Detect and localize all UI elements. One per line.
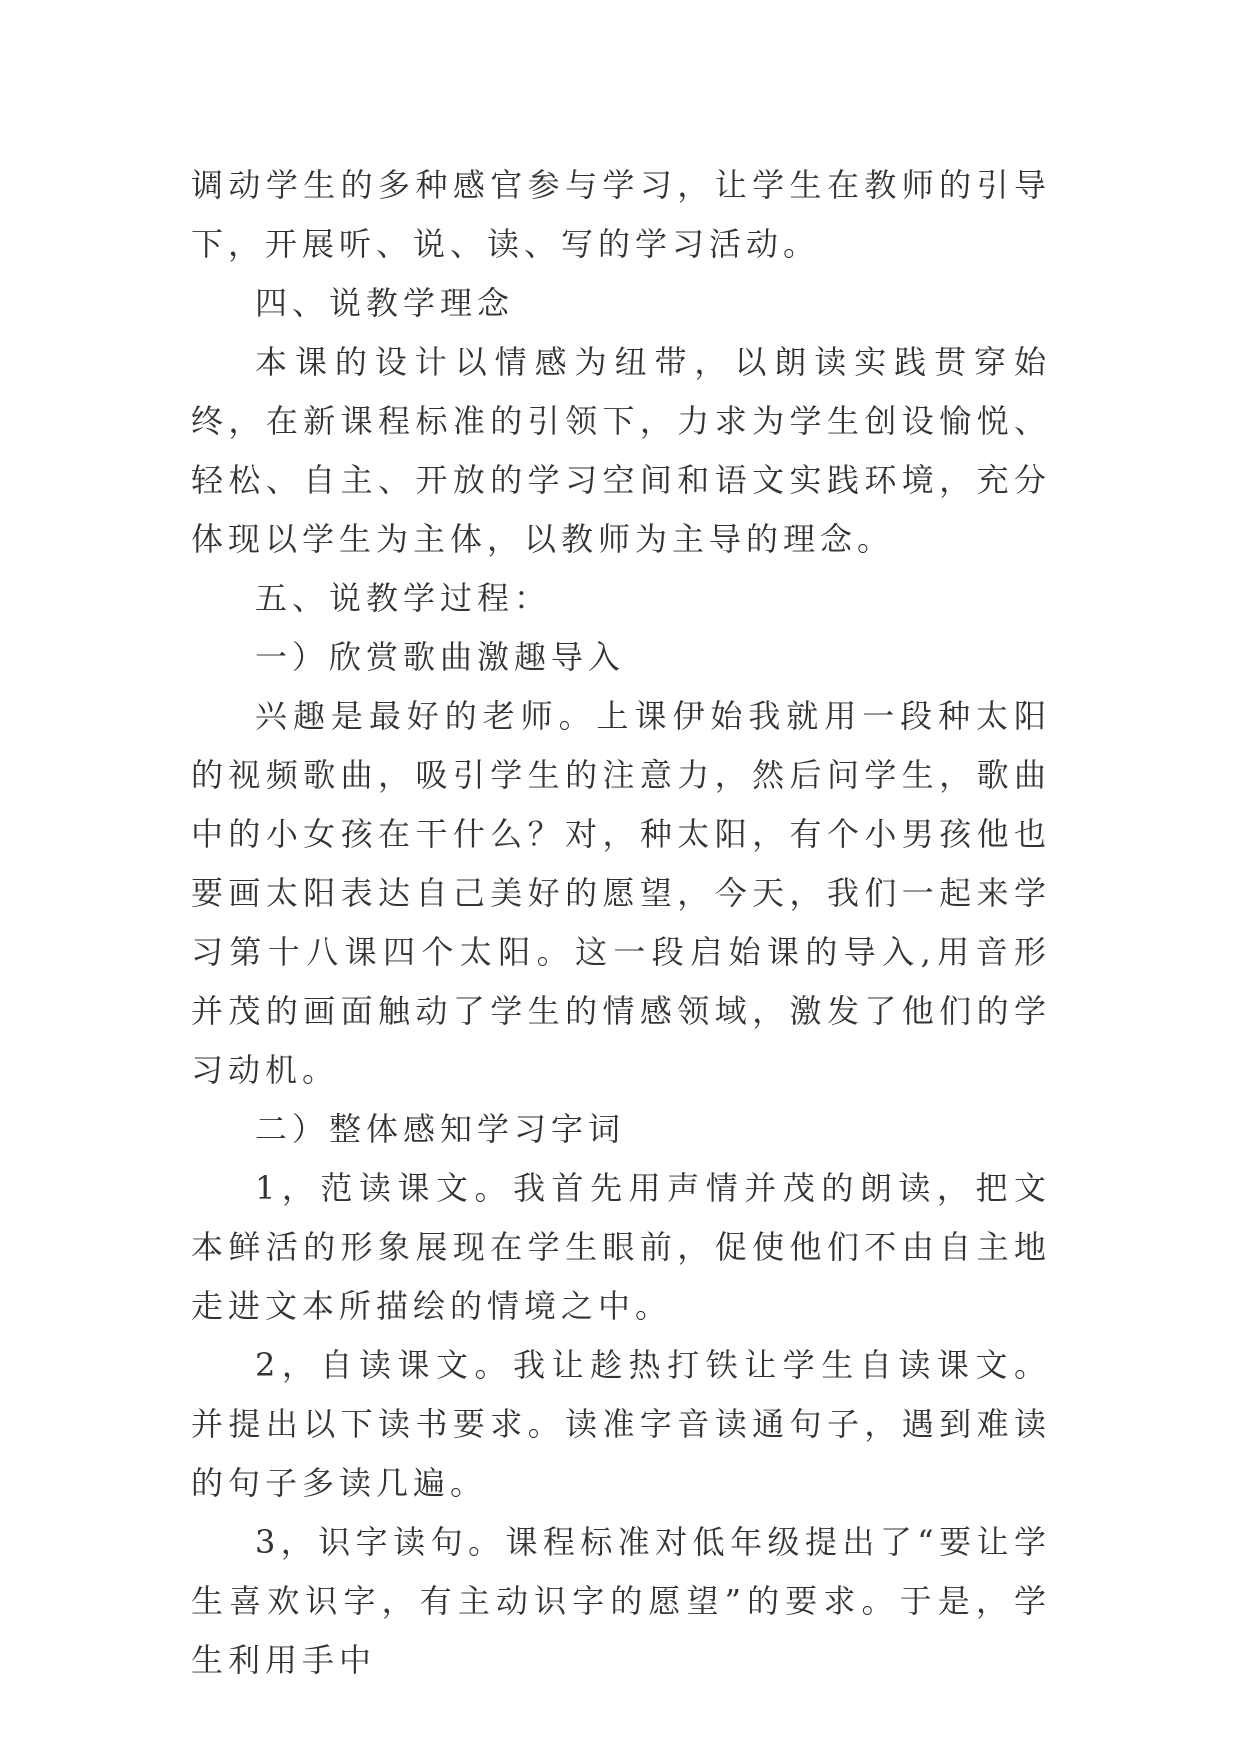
paragraph-continuation: 调动学生的多种感官参与学习，让学生在教师的引导下，开展听、说、读、写的学习活动。	[191, 166, 1051, 263]
paragraph-self-reading: 2，自读课文。我让趁热打铁让学生自读课文。并提出以下读书要求。读准字音读通句子，遇到难读的句子多读几遍。	[191, 1346, 1051, 1502]
paragraph-model-reading: 1，范读课文。我首先用声情并茂的朗读，把文本鲜活的形象展现在学生眼前，促使他们不由自主地走进文本所描绘的情境之中。	[191, 1169, 1051, 1325]
section-heading-teaching-process: 五、说教学过程：	[255, 579, 552, 617]
subheading-overall-perception: 二）整体感知学习字词	[255, 1110, 626, 1148]
paragraph-teaching-philosophy: 本课的设计以情感为纽带，以朗读实践贯穿始终，在新课程标准的引领下，力求为学生创设愉悦、轻松、自主、开放的学习空间和语文实践环境，充分体现以学生为主体，以教师为主导的理念。	[191, 343, 1051, 558]
paragraph-song-introduction: 兴趣是最好的老师。上课伊始我就用一段种太阳的视频歌曲，吸引学生的注意力，然后问学生，歌曲中的小女孩在干什么？对，种太阳，有个小男孩他也要画太阳表达自己美好的愿望，今天，我们一起来学习第十八课四个太阳。这一段启始课的导入,用音形并茂的画面触动了学生的情感领域，激发了他们的学习动机。	[191, 697, 1051, 1089]
subheading-song-introduction: 一）欣赏歌曲激趣导入	[255, 638, 626, 676]
document-body	[191, 156, 1051, 1690]
paragraph-character-recognition: 3，识字读句。课程标准对低年级提出了“要让学生喜欢识字，有主动识字的愿望”的要求。于是，学生利用手中	[191, 1523, 1051, 1679]
section-heading-teaching-philosophy: 四、说教学理念	[255, 284, 515, 322]
